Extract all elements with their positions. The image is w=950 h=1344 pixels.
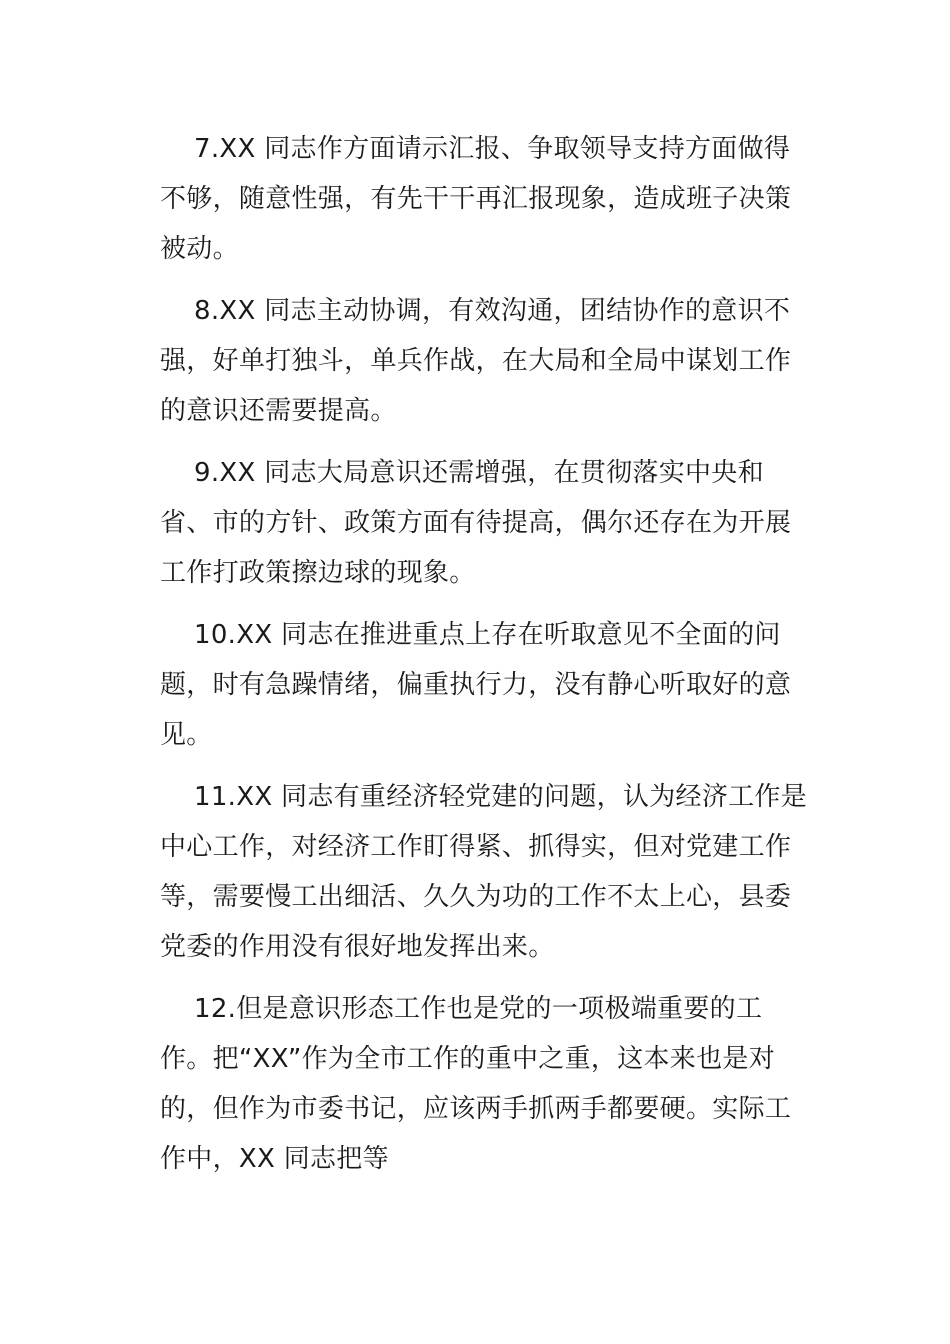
paragraph-item-12: 12.但是意识形态工作也是党的一项极端重要的工作。把“XX”作为全市工作的重中之重，这本来也是对的，但作为市委书记，应该两手抓两手都要硬。实际工作中，XX 同志把等 — [160, 994, 792, 1174]
document-body — [160, 124, 808, 1196]
paragraph-item-7: 7.XX 同志作方面请示汇报、争取领导支持方面做得不够，随意性强，有先干干再汇报现象，造成班子决策被动。 — [160, 134, 792, 264]
paragraph-item-8: 8.XX 同志主动协调，有效沟通，团结协作的意识不强，好单打独斗，单兵作战，在大局和全局中谋划工作的意识还需要提高。 — [160, 296, 792, 426]
paragraph-item-10: 10.XX 同志在推进重点上存在听取意见不全面的问题，时有急躁情绪，偏重执行力，没有静心听取好的意见。 — [160, 620, 792, 750]
paragraph-item-11: 11.XX 同志有重经济轻党建的问题，认为经济工作是中心工作，对经济工作盯得紧、抓得实，但对党建工作等，需要慢工出细活、久久为功的工作不太上心，县委党委的作用没有很好地发挥出来。 — [160, 782, 808, 962]
paragraph-item-9: 9.XX 同志大局意识还需增强，在贯彻落实中央和省、市的方针、政策方面有待提高，偶尔还存在为开展工作打政策擦边球的现象。 — [160, 458, 792, 588]
